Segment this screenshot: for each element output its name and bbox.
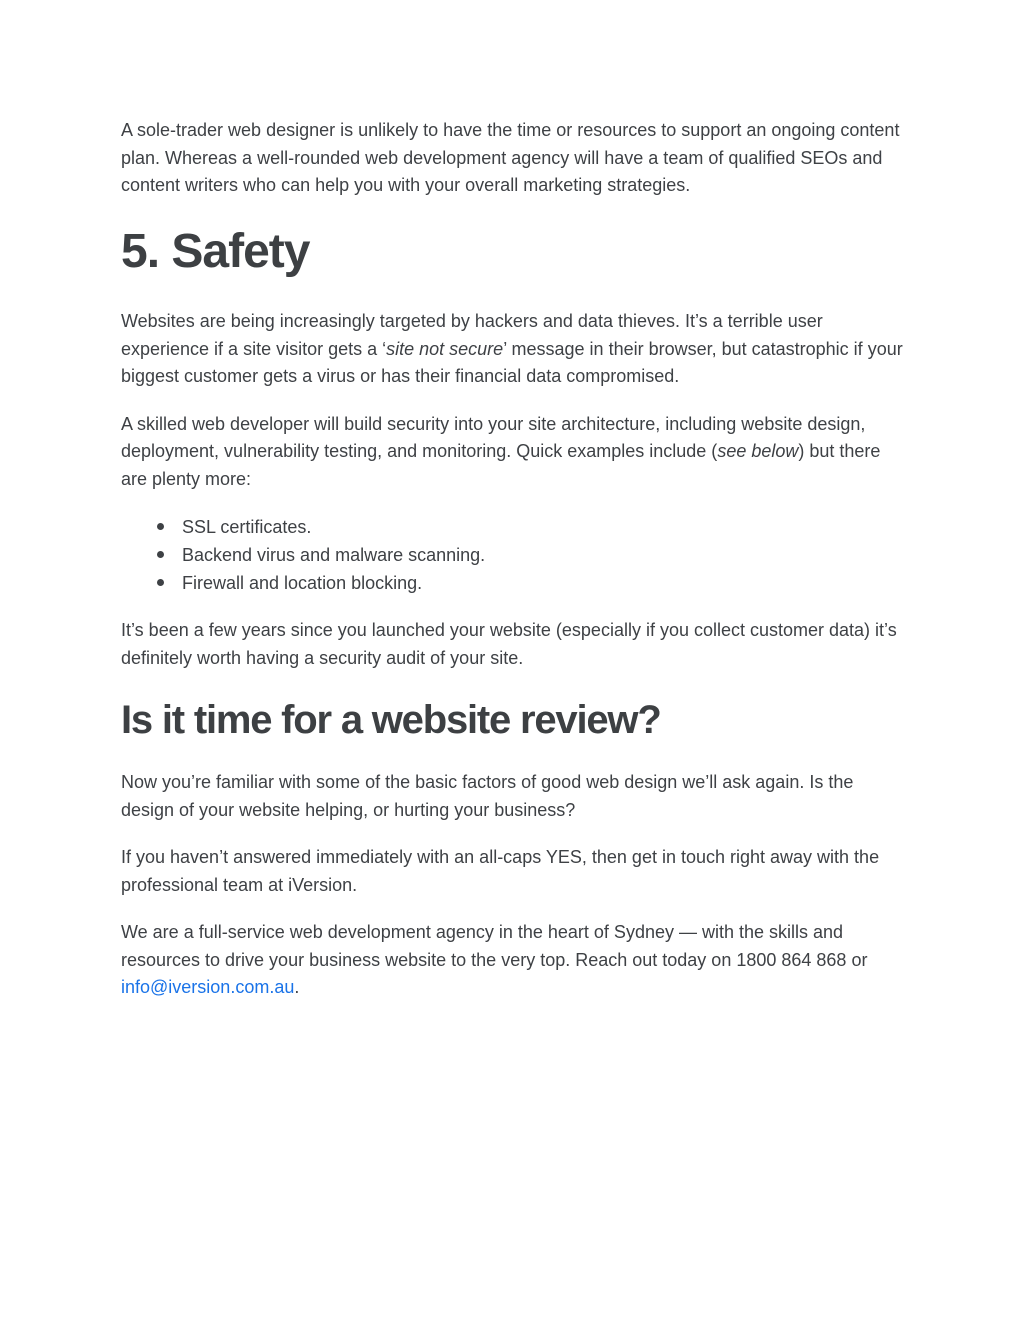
- text-run: A skilled web developer will build security into your site architecture, including website design, deployment, vulnerability testing, and monitoring. Quick examples include (: [121, 413, 866, 462]
- heading-safety: 5. Safety: [121, 224, 310, 278]
- paragraph-get-in-touch: If you haven’t answered immediately with an all-caps YES, then get in touch right away with the professional team at iVersion.: [121, 847, 880, 895]
- italic-text-run: site not secure: [386, 338, 504, 359]
- paragraph-hackers: [121, 308, 903, 391]
- paragraph-contact: [121, 919, 903, 1002]
- paragraph-skilled-developer: [121, 411, 903, 494]
- list-item-ssl: SSL certificates.: [121, 513, 903, 541]
- list-item-malware: Backend virus and malware scanning.: [121, 541, 903, 569]
- list-item-firewall: Firewall and location blocking.: [121, 569, 903, 597]
- text-run: Websites are being increasingly targeted by hackers and data thieves. It’s a terrible user experience if a site visitor gets a ‘: [121, 311, 823, 359]
- text-run: .: [294, 977, 300, 998]
- text-run: ) but there are plenty more:: [121, 441, 881, 489]
- text-run: We are a full-service web development agency in the heart of Sydney — with the skills and resources to drive your business website to the very top. Reach out today on 1800 864 868 or: [121, 922, 868, 970]
- italic-text-run: see below: [717, 441, 799, 462]
- heading-website-review: Is it time for a website review?: [121, 698, 661, 743]
- paragraph-familiar-factors: Now you’re familiar with some of the basic factors of good web design we’ll ask again. Is the design of your website helping, or hurting your business?: [121, 772, 854, 820]
- security-bullet-list: [121, 513, 903, 597]
- email-link[interactable]: info@iversion.com.au: [121, 977, 295, 998]
- text-run: ’ message in their browser, but catastrophic if your biggest customer gets a virus or has their financial data compromised.: [121, 338, 903, 387]
- paragraph-sole-trader: A sole-trader web designer is unlikely to have the time or resources to support an ongoing content plan. Whereas a well-rounded web development agency will have a team of qualified SEOs and content writers who can help you with your overall marketing strategies.: [121, 120, 900, 195]
- paragraph-security-audit: It’s been a few years since you launched your website (especially if you collect customer data) it’s definitely worth having a security audit of your site.: [121, 620, 897, 668]
